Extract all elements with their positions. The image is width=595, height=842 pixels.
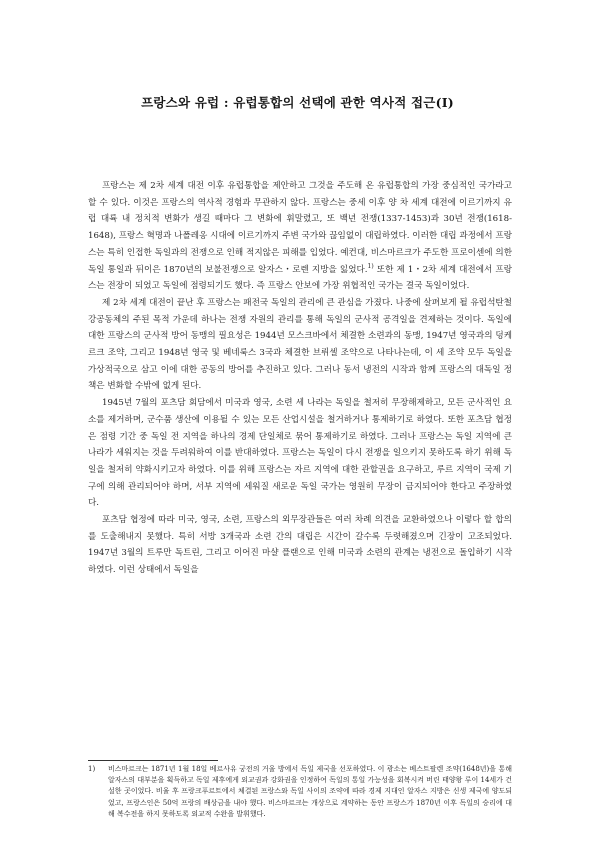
footnote-text: 비스마르크는 1871년 1월 18일 베르사유 궁전의 거울 방에서 독일 제국을 선포하였다. 이 광소는 베스트팔렌 조약(1648년)을 통해 알자스의 대부분을 획득하고 독일 제후에게 외교권과 강화권을 인정하여 독일의 통일 가능성을 회복시켜 버린 태양왕 루이 14세가 건설한 곳이었다. 비율 후 프랑크푸르트에서 체결된 프랑스와 독일 사이의 조약에 따라 경제 지대인 알자스 지방은 신생 제국에 양도되었고, 프랑스인은 50억 프랑의 배상금을 내야 했다. 비스마르크는 개상으로 계약하는 동안 프랑스가 1870년 이후 독일의 승리에 대해 복수전을 하지 못하도록 외교적 수완을 발휘했다. [108,765,512,818]
paragraph: 제 2차 세계 대전이 끝난 후 프랑스는 패전국 독일의 관리에 큰 관심을 가졌다. 나중에 살펴보게 될 유럽석탄철강공동체의 주된 목적 가운데 하나는 전쟁 자원의 관리를 통해 독일의 군사적 공격일을 견제하는 것이다. 독일에 대한 프랑스의 군사적 방어 동맹의 필요성은 1944년 모스크바에서 체결한 소련과의 동맹, 1947년 영국과의 덩케르크 조약, 그리고 1948년 영국 및 베네룩스 3국과 체결한 브뤼셀 조약으로 나타나는데, 이 세 조약 모두 독일을 가상적국으로 삼고 이에 대한 공동의 방어를 추진하고 있다. 그러나 동서 냉전의 시작과 함께 프랑스의 대독일 정책은 변화할 수밖에 없게 된다. [88,297,512,392]
document-title: 프랑스와 유럽 : 유럽통합의 선택에 관한 역사적 접근(I) [141,95,454,110]
paragraph: 1945년 7월의 포츠담 회담에서 미국과 영국, 소련 세 나라는 독일을 철저히 무장해제하고, 모든 군사적인 요소를 제거하며, 군수품 생산에 이용될 수 있는 모든 산업시설을 철거하거나 통제하기로 하였다. 또한 포츠담 협정은 점령 기간 중 독일 전 지역을 하나의 경제 단일체로 묶어 통제하기로 하였다. 그러나 프랑스는 독일 지역에 큰 나라가 세워지는 것을 두려워하여 이를 반대하였다. 프랑스는 독일이 다시 전쟁을 일으키지 못하도록 하기 위해 독일을 철저히 약화시키고자 하였다. 이를 위해 프랑스는 자르 지역에 대한 관할권을 요구하고, 루르 지역이 국제 기구에 의해 관리되어야 하며, 서부 지역에 세워질 새로운 독일 국가는 영원히 무장이 금지되어야 한다고 주장하였다. [88,398,512,509]
body-text [88,178,512,579]
paragraph: 포츠담 협정에 따라 미국, 영국, 소련, 프랑스의 외무장관들은 여러 차례 의견을 교환하였으나 이렇다 할 합의를 도출해내지 못했다. 특히 서방 3개국과 소련 간의 대립은 시간이 갈수록 두렷해졌으며 긴장이 고조되었다. 1947년 3월의 트루만 독트린, 그리고 이어진 마샬 플랜으로 인해 미국과 소련의 관계는 냉전으로 돌입하기 시작하였다. 이런 상태에서 독일을 [88,515,512,576]
footnote-divider [88,760,218,761]
footnote-reference[interactable]: 1) [367,262,374,270]
paragraph-text: 프랑스는 제 2차 세계 대전 이후 유럽통합을 제안하고 그것을 주도해 온 유럽통합의 가장 중심적인 국가라고 할 수 있다. 이것은 프랑스의 역사적 경험과 무관하지 않다. 프랑스는 중세 이후 양 차 세계 대전에 이르기까지 유럽 대륙 내 정치적 변화가 생길 때마다 그 변화에 휘말렸고, 또 백년 전쟁(1337-1453)과 30년 전쟁(1618-1648), 프랑스 혁명과 나폴레옹 시대에 이르기까지 주변 국가와 끊임없이 대립하였다. 이러한 대립 과정에서 프랑스는 특히 인접한 독일과의 전쟁으로 인해 적지않은 피해를 입었다. 예컨대, 비스마르크가 주도한 프로이센에 의한 독일 통일과 뒤이은 1870년의 보불전쟁으로 알자스・로렌 지방을 잃었다. [88,181,512,275]
paragraph-text: 또한 제 1・2차 세계 대전에서 프랑스는 전장이 되었고 독일에 점령되기도 했다. 즉 프랑스 안보에 가장 위협적인 국가는 결국 독일이었다. [88,264,512,292]
footnote [88,764,512,820]
paragraph [88,178,512,295]
footnote-number: 1) [88,765,96,773]
